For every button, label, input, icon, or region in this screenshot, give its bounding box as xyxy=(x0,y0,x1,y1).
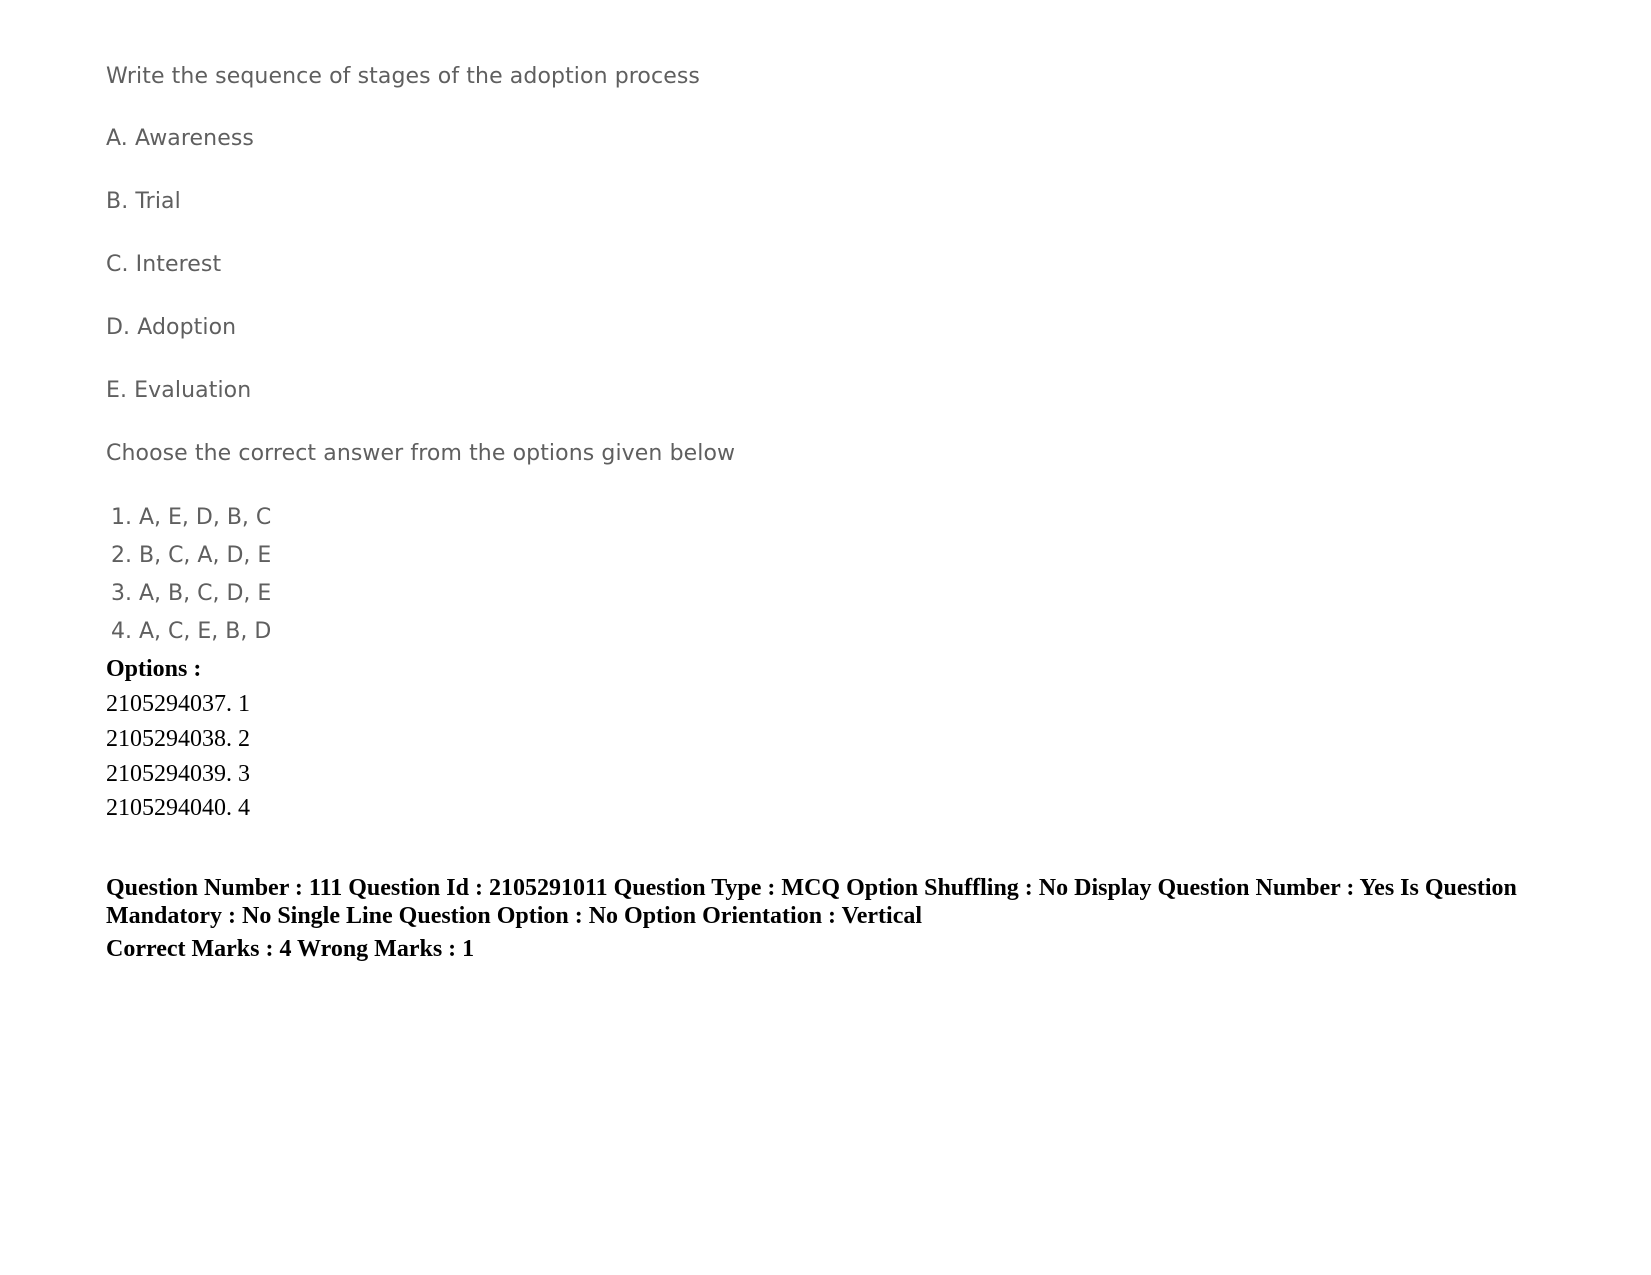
question-item-b: B. Trial xyxy=(106,189,181,214)
question-item-e: E. Evaluation xyxy=(106,378,252,403)
answer-choice-4: 4. A, C, E, B, D xyxy=(111,619,272,644)
marks-info: Correct Marks : 4 Wrong Marks : 1 xyxy=(106,936,475,962)
question-instruction: Choose the correct answer from the options given below xyxy=(106,441,736,466)
option-id-3: 2105294039. 3 xyxy=(106,761,250,787)
question-item-a: A. Awareness xyxy=(106,126,254,151)
question-item-c: C. Interest xyxy=(106,252,222,277)
question-prompt: Write the sequence of stages of the adoption process xyxy=(106,64,700,89)
option-id-2: 2105294038. 2 xyxy=(106,726,250,752)
question-metadata: Question Number : 111 Question Id : 2105291011 Question Type : MCQ Option Shuffling : No Display Question Number : Yes Is Question Mandatory : No Single Line Question Option : No Option Orientation : Vertical xyxy=(106,875,1517,929)
option-id-1: 2105294037. 1 xyxy=(106,691,250,717)
option-id-4: 2105294040. 4 xyxy=(106,795,250,821)
answer-choice-1: 1. A, E, D, B, C xyxy=(111,505,272,530)
question-item-d: D. Adoption xyxy=(106,315,237,340)
answer-choice-2: 2. B, C, A, D, E xyxy=(111,543,272,568)
options-heading: Options : xyxy=(106,656,202,682)
answer-choice-3: 3. A, B, C, D, E xyxy=(111,581,272,606)
